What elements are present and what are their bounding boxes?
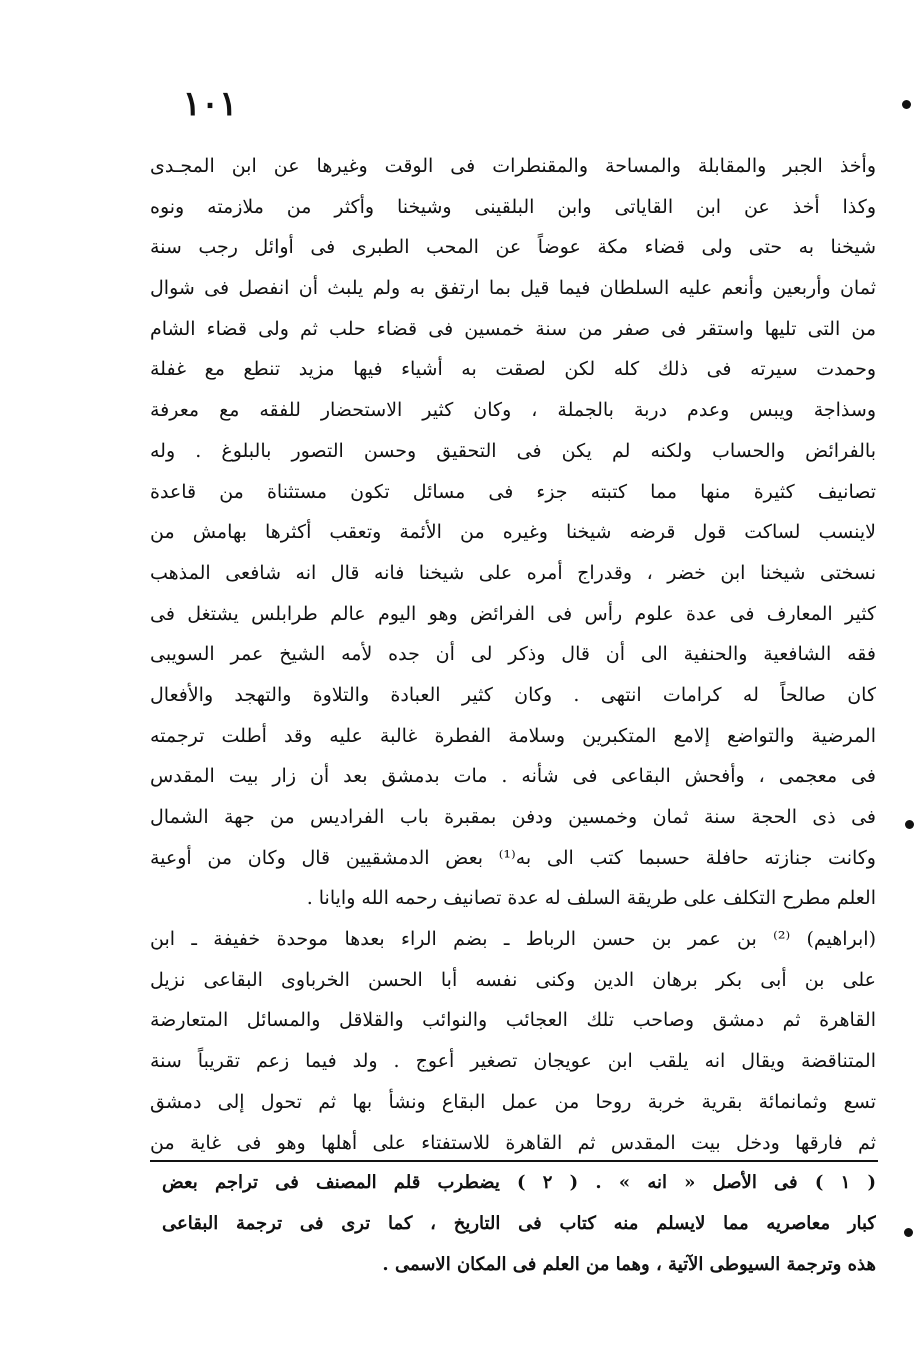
text-line: لاينسب لساكت قول قرضه شيخنا وغيره من الأئمة وتعقب أكثرها بهامش من	[150, 521, 876, 544]
text-line: وسذاجة ويبس وعدم دربة بالجملة ، وكان كثير الاستحضار للفقه مع معرفة	[150, 399, 876, 422]
text-line: المتناقضة ويقال انه يلقب ابن عويجان تصغير أعوج . ولد فيما زعم تقريباً سنة	[150, 1050, 876, 1073]
text-line: العلم مطرح التكلف على طريقة السلف له عدة تصانيف رحمه الله وايانا .	[306, 887, 876, 910]
text-line: نسختى شيخنا ابن خضر ، وقدراج أمره على شيخنا فانه قال انه شافعى المذهب	[150, 561, 876, 584]
text-line: وكانت جنازته حافلة حسبما كتب الى به⁽¹⁾ بعض الدمشقيين قال وكان من أوعية	[150, 846, 876, 869]
main-text	[150, 146, 876, 1163]
text-line: كثير المعارف فى عدة علوم رأس فى الفرائض وهو اليوم عالم طرابلس يشتغل فى	[150, 602, 876, 625]
page-number: ١٠١	[182, 84, 238, 124]
text-line: فى معجمى ، وأفحش البقاعى فى شأنه . مات بدمشق بعد أن زار بيت المقدس	[150, 765, 876, 788]
footnote-line: ( ١ ) فى الأصل « انه » . ( ٢ ) يضطرب قلم المصنف فى تراجم بعض	[162, 1172, 876, 1193]
entry-heading-line: (ابراهيم) ⁽²⁾ بن عمر بن حسن الرباط ـ بضم الراء بعدها موحدة خفيفة ـ ابن	[150, 928, 876, 951]
text-line: فى ذى الحجة سنة ثمان وخمسين ودفن بمقبرة باب الفراديس من جهة الشمال	[150, 806, 876, 828]
text-line: فقه الشافعية والحنفية الى أن قال وذكر لى أن جده لأمه الشيخ عمر السويبى	[150, 643, 876, 666]
text-line: ثم فارقها ودخل بيت المقدس ثم القاهرة للاستفتاء على أهلها وهو فى غاية من	[150, 1131, 876, 1154]
text-line: ثمان وأربعين وأنعم عليه السلطان فيما قيل بما ارتفق به ولم يلبث أن انفصل فى شوال	[150, 277, 876, 300]
text-line: وكذا أخذ عن ابن القاياتى وابن البلقينى وشيخنا وأكثر من ملازمته ونوه	[150, 195, 876, 218]
text-line: بالفرائض والحساب ولكنه لم يكن فى التحقيق وحسن التصور بالبلوغ . وله	[150, 439, 876, 462]
text-line: تصانيف كثيرة منها مما كتبته جزء فى مسائل تكون مستثناة من قاعدة	[150, 480, 876, 503]
text-line: على بن أبى بكر برهان الدين وكنى نفسه أبا الحسن الخرباوى البقاعى نزيل	[150, 968, 876, 991]
text-line: القاهرة ثم دمشق وصاحب تلك العجائب والنوائب والقلاقل والمسائل المتعارضة	[150, 1009, 876, 1032]
text-line: وأخذ الجبر والمقابلة والمساحة والمقنطرات فى الوقت وغيرها عن ابن المجـدى	[150, 155, 876, 177]
text-line: المرضية والتواضع إلامع المتكبرين وسلامة الفطرة غالبة عليه وقد أطلت ترجمته	[150, 724, 876, 747]
footnote-line: كبار معاصريه مما لايسلم منه كتاب فى التاريخ ، كما ترى فى ترجمة البقاعى	[162, 1213, 876, 1234]
text-line: كان صالحاً له كرامات انتهى . وكان كثير العبادة والتلاوة والتهجد والأفعال	[150, 683, 876, 706]
footnote-line: هذه وترجمة السيوطى الآتية ، وهما من العلم فى المكان الاسمى .	[382, 1254, 876, 1275]
text-line: تسع وثمانمائة بقرية خربة روحا من عمل البقاع ونشأ بها ثم تحول إلى دمشق	[150, 1090, 876, 1113]
margin-dot	[905, 820, 914, 829]
margin-dot	[904, 1228, 913, 1237]
text-line: وحمدت سيرته فى ذلك كله لكن لصقت به أشياء فيها مزيد تنطع مع غفلة	[150, 358, 876, 381]
footnotes	[162, 1162, 876, 1285]
text-line: شيخنا به حتى ولى قضاء مكة عوضاً عن المحب الطبرى فى أوائل رجب سنة	[150, 236, 876, 259]
text-line: من التى تليها واستقر فى صفر من سنة خمسين فى قضاء حلب ثم ولى قضاء الشام	[150, 317, 876, 340]
margin-dot	[902, 100, 911, 109]
